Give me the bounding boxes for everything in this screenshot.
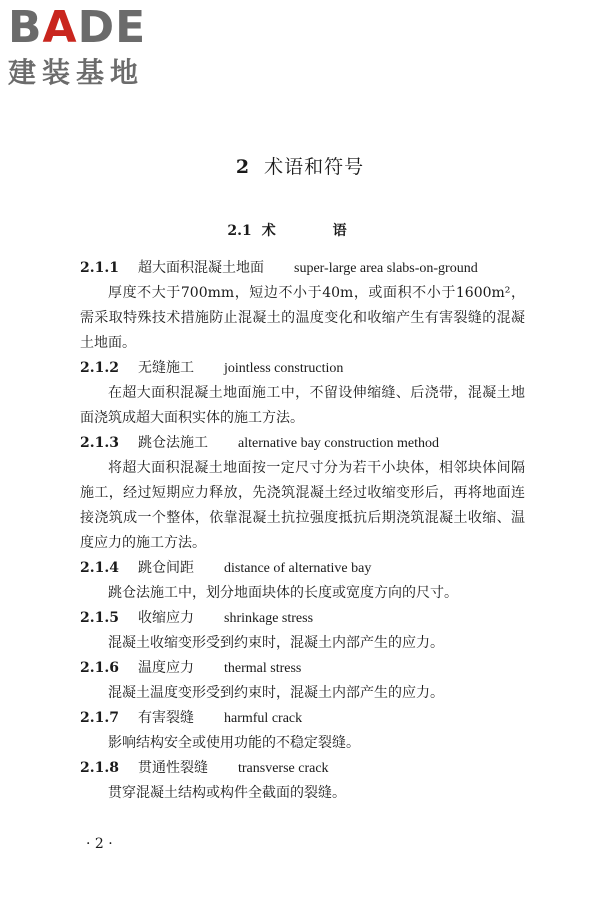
term-chinese: 跳仓法施工 (138, 435, 208, 451)
logo-subtitle: 建装基地 (8, 56, 145, 89)
term-definition: 将超大面积混凝土地面按一定尺寸分为若干小块体，相邻块体间隔施工，经过短期应力释放，先浇筑混凝土经过收缩变形后，再将地面连接浇筑成一个整体，依靠混凝土抗拉强度抵抗后期浇筑混凝土收缩、温度应力的施工方法。 (80, 460, 525, 551)
term-chinese: 跳仓间距 (138, 560, 194, 576)
terms-list (80, 256, 525, 806)
section-number: 2.1 (227, 223, 252, 239)
term-entry (80, 356, 525, 431)
term-number: 2.1.4 (80, 560, 119, 576)
term-heading (80, 356, 525, 381)
term-chinese: 有害裂缝 (138, 710, 194, 726)
term-entry (80, 556, 525, 606)
term-number: 2.1.1 (80, 260, 119, 276)
term-heading (80, 556, 525, 581)
term-chinese: 超大面积混凝土地面 (138, 260, 264, 276)
term-english: shrinkage stress (224, 611, 314, 626)
term-heading (80, 606, 525, 631)
term-chinese: 无缝施工 (138, 360, 194, 376)
term-heading (80, 431, 525, 456)
term-english: harmful crack (224, 711, 303, 726)
term-english: distance of alternative bay (224, 561, 372, 576)
logo-letters-end: DE (77, 2, 147, 53)
term-definition: 厚度不大于700mm，短边不小于40m，或面积不小于1600m²，需采取特殊技术措施防止混凝土的温度变化和收缩产生有害裂缝的混凝土地面。 (80, 285, 525, 351)
term-heading (80, 756, 525, 781)
term-heading (80, 706, 525, 731)
term-english: alternative bay construction method (238, 436, 439, 451)
page-number: · 2 · (86, 836, 113, 852)
term-definition: 混凝土收缩变形受到约束时，混凝土内部产生的应力。 (108, 635, 444, 651)
term-definition: 混凝土温度变形受到约束时，混凝土内部产生的应力。 (108, 685, 444, 701)
section-title-text: 术 语 (261, 223, 373, 239)
term-english: thermal stress (224, 661, 302, 676)
term-entry (80, 656, 525, 706)
chapter-title (0, 152, 600, 179)
logo-letters-start: B (8, 2, 43, 53)
term-definition: 在超大面积混凝土地面施工中，不留设伸缩缝、后浇带，混凝土地面浇筑成超大面积实体的施工方法。 (80, 385, 525, 426)
bade-logo (8, 4, 178, 90)
section-title (0, 220, 600, 240)
term-english: transverse crack (238, 761, 329, 776)
term-entry (80, 256, 525, 356)
term-english: jointless construction (224, 361, 344, 376)
term-definition: 影响结构安全或使用功能的不稳定裂缝。 (108, 735, 360, 751)
term-entry (80, 431, 525, 556)
term-definition: 跳仓法施工中，划分地面块体的长度或宽度方向的尺寸。 (108, 585, 458, 601)
term-heading (80, 656, 525, 681)
term-number: 2.1.7 (80, 710, 119, 726)
term-chinese: 收缩应力 (138, 610, 194, 626)
logo-letter-accent: A (42, 2, 78, 53)
chapter-title-text: 术语和符号 (264, 156, 365, 178)
term-number: 2.1.5 (80, 610, 119, 626)
term-number: 2.1.3 (80, 435, 119, 451)
term-entry (80, 756, 525, 806)
chapter-number: 2 (235, 156, 251, 178)
term-entry (80, 606, 525, 656)
term-english: super-large area slabs-on-ground (294, 261, 478, 276)
term-number: 2.1.2 (80, 360, 119, 376)
term-entry (80, 706, 525, 756)
logo-wordmark (8, 4, 178, 52)
term-chinese: 温度应力 (138, 660, 194, 676)
term-heading (80, 256, 525, 281)
term-number: 2.1.8 (80, 760, 119, 776)
term-number: 2.1.6 (80, 660, 119, 676)
term-chinese: 贯通性裂缝 (138, 760, 208, 776)
term-definition: 贯穿混凝土结构或构件全截面的裂缝。 (108, 785, 346, 801)
